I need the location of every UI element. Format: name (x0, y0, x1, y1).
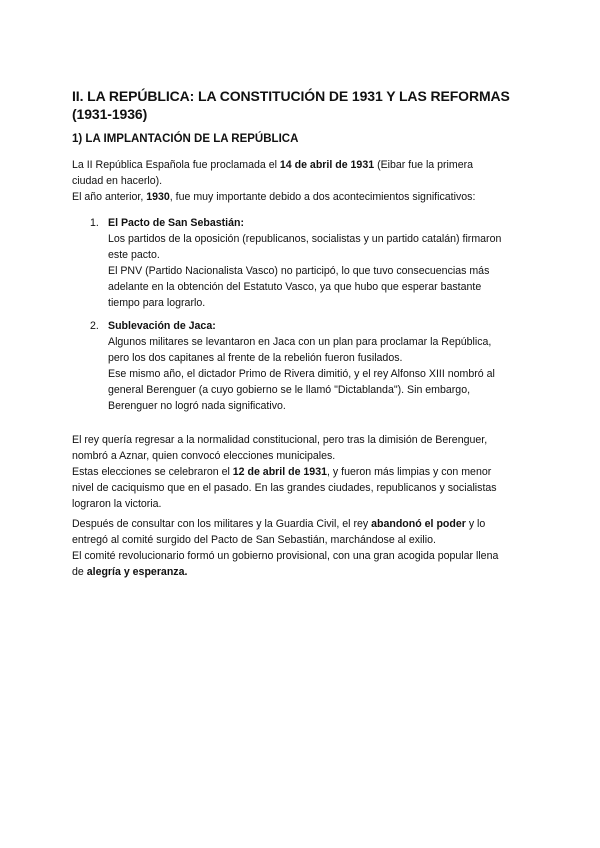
text: Después de consultar con los militares y la Guardia Civil, el rey (72, 518, 372, 530)
bold-date: 14 de abril de 1931 (279, 159, 375, 171)
paragraph-line: El comité revolucionario formó un gobierno provisional, con una gran acogida popular llena (72, 550, 499, 562)
list-number: 2. (90, 320, 99, 332)
paragraph-line (72, 464, 532, 480)
paragraph-line: El rey quería regresar a la normalidad constitucional, pero tras la dimisión de Berenguer, (72, 434, 488, 446)
list-item-line: Berenguer no logró nada significativo. (108, 400, 286, 412)
list-item-line: El PNV (Partido Nacionalista Vasco) no participó, lo que tuvo consecuencias más (108, 265, 490, 277)
section-heading: 1) LA IMPLANTACIÓN DE LA REPÚBLICA (72, 133, 299, 145)
list-item-line: general Berenguer (a cuyo gobierno se le llamó "Dictablanda"). Sin embargo, (108, 384, 471, 396)
text: y lo (465, 518, 486, 530)
paragraph-line: lograron la victoria. (72, 498, 162, 510)
text: , y fueron más limpias y con menor (327, 466, 492, 478)
paragraph-2 (72, 432, 532, 512)
bold-year: 1930 (146, 191, 170, 203)
intro-line-3 (72, 189, 532, 205)
list-item-line: Algunos militares se levantaron en Jaca con un plan para proclamar la República, (108, 336, 492, 348)
text: de (72, 566, 87, 578)
text: Estas elecciones se celebraron el (72, 466, 233, 478)
intro-line-2: ciudad en hacerlo). (72, 175, 163, 187)
bold-phrase: alegría y esperanza. (86, 566, 188, 578)
list-item-line: adelante en la obtención del Estatuto Vasco, ya que hubo que esperar bastante (108, 281, 482, 293)
list-item-line: Los partidos de la oposición (republicanos, socialistas y un partido catalán) firmaron (108, 233, 502, 245)
title-line-2: (1931-1936) (72, 106, 148, 122)
text: , fue muy importante debido a dos acontecimientos significativos: (169, 191, 476, 203)
text: La II República Española fue proclamada el (72, 159, 280, 171)
intro-paragraph (72, 157, 532, 205)
list-item (108, 215, 528, 311)
list-number: 1. (90, 217, 99, 229)
intro-line-1 (72, 157, 532, 173)
text: El año anterior, (72, 191, 147, 203)
title-line-1: II. LA REPÚBLICA: LA CONSTITUCIÓN DE 1931 Y LAS REFORMAS (72, 88, 510, 104)
paragraph-3 (72, 516, 532, 580)
paragraph-line: nivel de caciquismo que en el pasado. En las grandes ciudades, republicanos y socialistas (72, 482, 497, 494)
paragraph-line (72, 564, 532, 580)
list-item-line: pero los dos capitanes al frente de la rebelión fueron fusilados. (108, 352, 403, 364)
bold-phrase: abandonó el poder (371, 518, 466, 530)
paragraph-line (72, 516, 532, 532)
list-item-line: Ese mismo año, el dictador Primo de Rivera dimitió, y el rey Alfonso XIII nombró al (108, 368, 495, 380)
list-item-title: Sublevación de Jaca: (108, 320, 216, 332)
paragraph-line: entregó al comité surgido del Pacto de San Sebastián, marchándose al exilio. (72, 534, 436, 546)
text: (Eibar fue la primera (374, 159, 474, 171)
list-item (108, 318, 528, 414)
bold-date: 12 de abril de 1931 (232, 466, 327, 478)
paragraph-line: nombró a Aznar, quien convocó elecciones municipales. (72, 450, 336, 462)
list-item-line: este pacto. (108, 249, 160, 261)
page-title (72, 87, 532, 123)
list-item-line: tiempo para lograrlo. (108, 297, 206, 309)
list-item-title: El Pacto de San Sebastián: (108, 217, 244, 229)
